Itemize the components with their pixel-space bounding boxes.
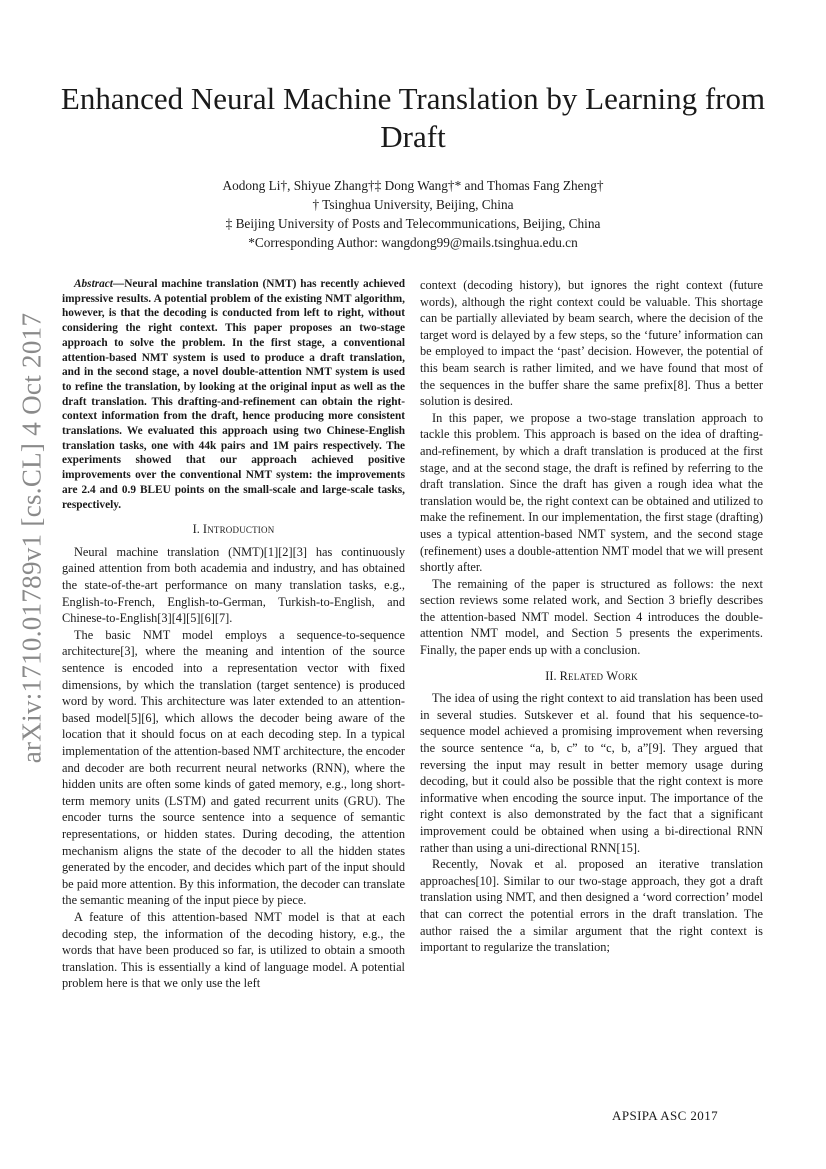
section-number: II. [545,668,557,683]
affiliation-tsinghua: † Tsinghua University, Beijing, China [312,197,514,212]
arxiv-identifier: arXiv:1710.01789v1 [cs.CL] 4 Oct 2017 [16,312,47,764]
left-column [62,277,405,992]
paragraph: context (decoding history), but ignores the right context (future words), although the right context could be valuable. This shortage can be partially alleviated by beam search, where the decision of the target word is delayed by a few steps, so the ‘future’ information can be employed to impact the ‘past’ decision. However, the potential of this beam search is rather limited, and we have found that most of the sequences in the buffer share the same prefix[8]. Thus a better solution is desired. [420,278,763,409]
paragraph: The remaining of the paper is structured as follows: the next section reviews some related work, and Section 3 briefly describes the attention-based NMT model. Section 4 introduces the double-attention NMT model, and Section 5 presents the experiments. Finally, the paper ends up with a conclusion. [420,576,763,658]
arxiv-sidebar [12,258,52,818]
paragraph: The idea of using the right context to aid translation has been used in several studies. Sutskever et al. found that his sequence-to-sequence model achieved a promising improvement when reversing the source sentence “a, b, c” to “c, b, a”[9]. They argued that reversing the input may result in better memory usage during decoding, but it could also be possible that the right context is more informative when encoding the source input. The importance of the right context is also demonstrated by the fact that a significant improvement could be obtained when using a bi-directional RNN rather than using a uni-directional RNN[15]. [420,691,763,855]
corresponding-author: *Corresponding Author: wangdong99@mails.tsinghua.edu.cn [248,235,578,250]
affiliation-bupt: ‡ Beijing University of Posts and Telecommunications, Beijing, China [225,216,601,231]
paragraph: Recently, Novak et al. proposed an iterative translation approaches[10]. Similar to our two-stage approach, they got a draft translation using NMT, and then designed a ‘word correction’ model that can correct the potential errors in the draft translation. The author raised the a similar argument that the right context is important to regularize the translation; [420,857,763,955]
abstract [62,277,405,512]
section-heading-introduction [62,521,405,538]
author-names: Aodong Li†, Shiyue Zhang†‡ Dong Wang†* and Thomas Fang Zheng† [222,178,604,193]
abstract-text: —Neural machine translation (NMT) has recently achieved impressive results. A potential problem of the existing NMT algorithm, however, is that the decoding is conducted from left to right, without considering the right context. This paper proposes an two-stage approach to solve the problem. In the first stage, a conventional attention-based NMT system is used to produce a draft translation, and in the second stage, a novel double-attention NMT system is used to refine the translation, by looking at the original input as well as the draft translation. This drafting-and-refinement can obtain the right-context information from the draft, hence producing more consistent translations. We evaluated this approach using two Chinese-English translation tasks, one with 44k pairs and 1M pairs respectively. The experiments showed that our approach achieved positive improvements over the conventional NMT system: the improvements are 2.4 and 0.9 BLEU points on the small-scale and large-scale tasks, respectively. [62,278,405,511]
paragraph: The basic NMT model employs a sequence-to-sequence architecture[3], where the meaning and intention of the source sentence is encoded into a representation vector with fixed dimensions, by which the translation (target sentence) is produced word by word. This architecture was later extended to an attention-based model[5][6], which allows the decoder being aware of the location that it should focus on at each decoding step. In a typical implementation of the attention-based NMT architecture, the encoder and decoder are both recurrent neural networks (RNN), where the hidden units are often some kinds of gated memory, e.g., long short-term memory units (LSTM) and gated recurrent units (GRU). The encoder turns the source sentence into a sequence of semantic representations, or hidden states. During decoding, the attention mechanism aligns the state of the decoder to all the hidden states generated by the encoder, and decides which part of the input should be paid more attention. By this information, the decoder can translate the semantic meaning of the input piece by piece. [62,627,405,908]
abstract-label: Abstract [74,278,113,290]
right-column [420,277,763,956]
section-title: Introduction [202,522,275,537]
paragraph: A feature of this attention-based NMT model is that at each decoding step, the information of the decoding history, e.g., the words that have been produced so far, is utilized to obtain a smooth translation. This is essentially a kind of language model. A potential problem here is that we only use the left [62,909,405,991]
section-heading-related-work [420,668,763,685]
section-title: Related Work [559,668,638,683]
paragraph: Neural machine translation (NMT)[1][2][3] has continuously gained attention from both academia and industry, and has obtained the state-of-the-art performance on many translation tasks, e.g., English-to-French, English-to-German, Turkish-to-English, and Chinese-to-English[3][4][5][6][7]. [62,544,405,626]
author-block [50,176,776,252]
section-number: I. [192,522,200,537]
venue-footer: APSIPA ASC 2017 [612,1108,718,1123]
paper-title: Enhanced Neural Machine Translation by Learning from Draft [60,81,766,154]
paragraph: In this paper, we propose a two-stage translation approach to tackle this problem. This approach is based on the idea of drafting-and-refinement, by which a draft translation is produced at the first stage, and at the second stage, the draft is refined by referring to the draft translation. Since the draft has given a rough idea what the translation would be, the right context can be obtained and utilized to make the refinement. In our implementation, the first stage (drafting) uses a typical attention-based NMT system, and the second stage (refinement) uses a double-attention NMT model that we will present shortly after. [420,410,763,575]
